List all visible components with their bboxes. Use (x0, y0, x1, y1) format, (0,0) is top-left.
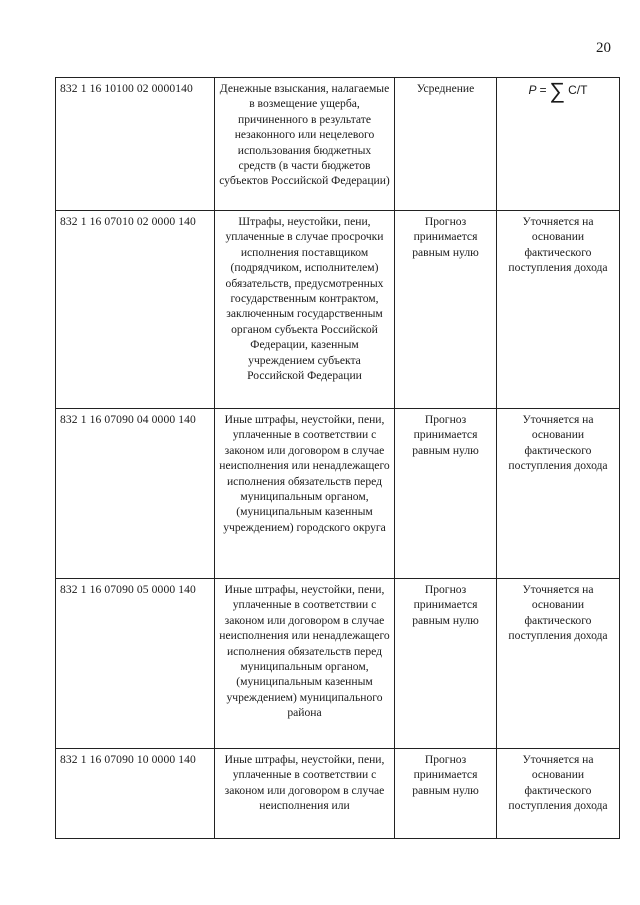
revenue-description-cell: Денежные взыскания, налагаемые в возмещение ущерба, причиненного в результате незаконного или нецелевого использования бюджетных средств (в части бюджетов субъектов Российской Федерации) (215, 78, 395, 211)
formula-cell (497, 78, 620, 211)
revenue-code-cell: 832 1 16 07090 05 0000 140 (56, 579, 215, 749)
revenue-table (55, 77, 620, 839)
refinement-note-cell: Уточняется на основании фактического поступления дохода (497, 211, 620, 409)
table-row (56, 579, 620, 749)
table-row (56, 749, 620, 839)
table-row (56, 78, 620, 211)
forecast-method-cell: Прогноз принимается равным нулю (395, 749, 497, 839)
averaging-formula (528, 78, 588, 103)
sigma-symbol: ∑ (549, 78, 566, 103)
table-row (56, 409, 620, 579)
forecast-method-cell: Прогноз принимается равным нулю (395, 579, 497, 749)
revenue-code-cell: 832 1 16 07090 10 0000 140 (56, 749, 215, 839)
forecast-method-cell: Прогноз принимается равным нулю (395, 211, 497, 409)
refinement-note-cell: Уточняется на основании фактического поступления дохода (497, 579, 620, 749)
revenue-description-cell: Штрафы, неустойки, пени, уплаченные в случае просрочки исполнения поставщиком (подрядчиком, исполнителем) обязательств, предусмотренных государственным контрактом, заключенным государственным органом субъекта Российской Федерации, казенным учреждением субъекта Российской Федерации (215, 211, 395, 409)
forecast-method-cell: Усреднение (395, 78, 497, 211)
page-number: 20 (596, 40, 611, 56)
revenue-description-cell: Иные штрафы, неустойки, пени, уплаченные в соответствии с законом или договором в случае неисполнения или ненадлежащего исполнения обязательств перед муниципальным органом, (муниципальным казенным учреждением) городского округа (215, 409, 395, 579)
formula-rhs: C/T (568, 83, 588, 98)
formula-lhs: P = (528, 83, 547, 98)
revenue-code-cell: 832 1 16 07010 02 0000 140 (56, 211, 215, 409)
table-row (56, 211, 620, 409)
refinement-note-cell: Уточняется на основании фактического поступления дохода (497, 409, 620, 579)
revenue-code-cell: 832 1 16 07090 04 0000 140 (56, 409, 215, 579)
revenue-code-cell: 832 1 16 10100 02 0000140 (56, 78, 215, 211)
revenue-description-cell: Иные штрафы, неустойки, пени, уплаченные в соответствии с законом или договором в случае неисполнения или (215, 749, 395, 839)
revenue-description-cell: Иные штрафы, неустойки, пени, уплаченные в соответствии с законом или договором в случае неисполнения или ненадлежащего исполнения обязательств перед муниципальным органом, (муниципальным казенным учреждением) муниципального района (215, 579, 395, 749)
forecast-method-cell: Прогноз принимается равным нулю (395, 409, 497, 579)
refinement-note-cell: Уточняется на основании фактического поступления дохода (497, 749, 620, 839)
